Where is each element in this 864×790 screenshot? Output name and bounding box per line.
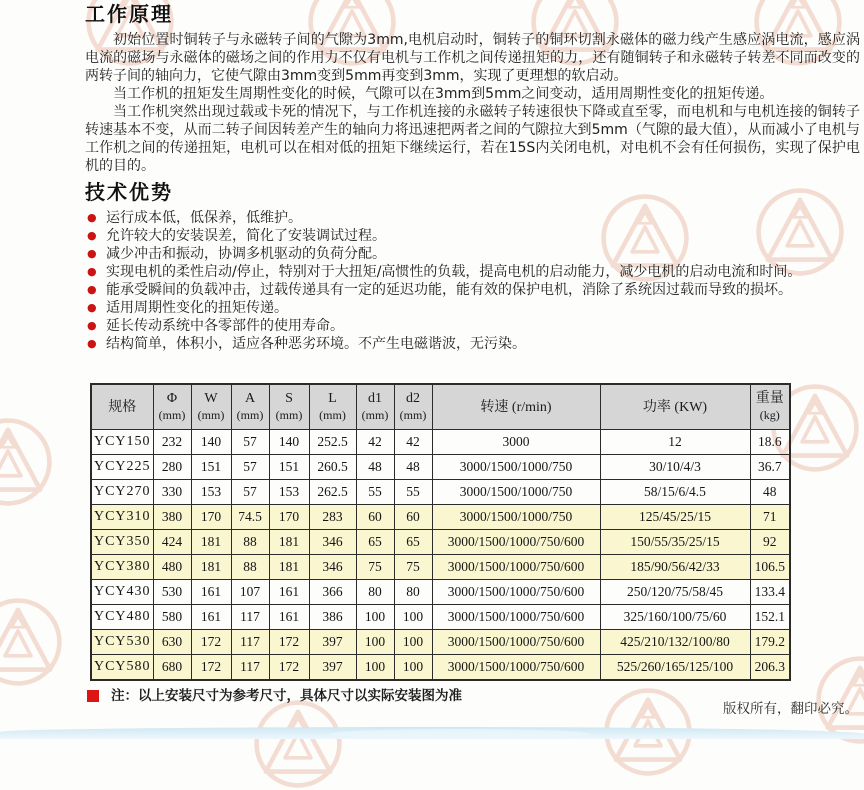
table-cell: 100 (356, 655, 394, 681)
advantage-item-text: 结构简单，体积小，适应各种恶劣环境。不产生电磁谐波，无污染。 (106, 336, 526, 352)
header-unit: (mm) (275, 408, 303, 422)
advantages-heading: 技术优势 (85, 180, 173, 204)
header-label: L (328, 391, 337, 406)
table-cell: 161 (191, 605, 231, 630)
table-cell: 181 (269, 530, 309, 555)
bottom-strip (0, 727, 864, 739)
table-cell: 55 (356, 480, 394, 505)
advantage-item (85, 281, 860, 299)
cell-model: YCY270 (91, 480, 153, 505)
table-cell: 330 (153, 480, 191, 505)
header-unit: (mm) (236, 408, 264, 422)
table-cell: 424 (153, 530, 191, 555)
table-cell: 151 (269, 455, 309, 480)
brand-watermark-icon (0, 416, 54, 508)
table-cell: 181 (191, 555, 231, 580)
table-cell: 580 (153, 605, 191, 630)
table-cell: 74.5 (231, 505, 269, 530)
table-header-cell (394, 384, 432, 430)
note (87, 688, 462, 705)
table-cell: 185/90/56/42/33 (600, 555, 750, 580)
table-cell: 283 (309, 505, 356, 530)
table-cell: 386 (309, 605, 356, 630)
main-content (85, 2, 860, 353)
table-cell: 57 (231, 455, 269, 480)
body-paragraph: 当工作机突然出现过载或卡死的情况下，与工作机连接的永磁转子转速很快下降或直至零，而电机和与电机连接的铜转子转速基本不变，从而二转子间因转差产生的轴向力将迅速把两者之间的气隙拉大到5mm（气隙的最大值），从而减小了电机与工作机之间的传递扭矩，电机可以在相对低的扭矩下继续运行，若在15S内关闭电机，对电机不会有任何损伤，实现了保护电机的目的。 (85, 104, 860, 174)
table-cell: 71 (750, 505, 790, 530)
table-cell: 55 (394, 480, 432, 505)
table-cell: 325/160/100/75/60 (600, 605, 750, 630)
table-cell: 172 (269, 655, 309, 681)
bullet-dot-icon: ● (87, 247, 97, 260)
table-header-cell (91, 384, 153, 430)
table-cell: 100 (394, 630, 432, 655)
table-cell: 100 (356, 630, 394, 655)
table-cell: 65 (356, 530, 394, 555)
table-cell: 100 (356, 605, 394, 630)
working-principle-heading: 工作原理 (85, 2, 173, 26)
table-cell: 172 (269, 630, 309, 655)
table-cell: 152.1 (750, 605, 790, 630)
table-row (91, 480, 790, 505)
cell-model: YCY430 (91, 580, 153, 605)
bullet-dot-icon: ● (87, 283, 97, 296)
table-cell: 280 (153, 455, 191, 480)
cell-model: YCY580 (91, 655, 153, 681)
working-principle-paragraphs (85, 31, 860, 175)
advantage-item (85, 299, 860, 317)
cell-model: YCY310 (91, 505, 153, 530)
table-cell: 75 (394, 555, 432, 580)
table-cell: 48 (750, 480, 790, 505)
table-cell: 530 (153, 580, 191, 605)
table-cell: 30/10/4/3 (600, 455, 750, 480)
table-cell: 18.6 (750, 430, 790, 455)
table-cell: 3000/1500/1000/750 (432, 480, 600, 505)
table-cell: 480 (153, 555, 191, 580)
table-cell: 153 (269, 480, 309, 505)
header-label: 规格 (108, 399, 137, 415)
table-cell: 170 (269, 505, 309, 530)
bullet-dot-icon: ● (87, 337, 97, 350)
table-cell: 36.7 (750, 455, 790, 480)
advantage-item-text: 适用周期性变化的扭矩传递。 (106, 300, 288, 316)
advantage-item (85, 335, 860, 353)
table-cell: 58/15/6/4.5 (600, 480, 750, 505)
cell-model: YCY150 (91, 430, 153, 455)
table-cell: 206.3 (750, 655, 790, 681)
advantage-item (85, 317, 860, 335)
table-cell: 42 (356, 430, 394, 455)
table-cell: 60 (356, 505, 394, 530)
table-cell: 161 (269, 605, 309, 630)
table-cell: 250/120/75/58/45 (600, 580, 750, 605)
table-header-cell (309, 384, 356, 430)
table-cell: 3000 (432, 430, 600, 455)
table-row (91, 655, 790, 681)
header-unit: (mm) (158, 408, 186, 422)
cell-model: YCY225 (91, 455, 153, 480)
table-cell: 100 (394, 605, 432, 630)
header-label: S (285, 391, 293, 406)
table-cell: 346 (309, 555, 356, 580)
table-cell: 80 (356, 580, 394, 605)
advantage-item-text: 实现电机的柔性启动/停止，特别对于大扭矩/高惯性的负载，提高电机的启动能力，减少电机的启动电流和时间。 (106, 264, 802, 280)
table-row (91, 455, 790, 480)
table-cell: 100 (394, 655, 432, 681)
table-cell: 3000/1500/1000/750 (432, 455, 600, 480)
bullet-dot-icon: ● (87, 211, 97, 224)
header-label: 功率 (KW) (642, 399, 708, 415)
table-cell: 80 (394, 580, 432, 605)
header-label: d2 (406, 391, 420, 406)
spec-table (90, 383, 791, 681)
table-cell: 3000/1500/1000/750/600 (432, 555, 600, 580)
header-label: W (204, 391, 218, 406)
header-unit: (mm) (361, 408, 389, 422)
table-cell: 380 (153, 505, 191, 530)
brand-watermark-icon (252, 698, 344, 790)
table-cell: 181 (269, 555, 309, 580)
table-cell: 630 (153, 630, 191, 655)
table-cell: 125/45/25/15 (600, 505, 750, 530)
table-header-cell (153, 384, 191, 430)
table-cell: 117 (231, 605, 269, 630)
table-row (91, 605, 790, 630)
body-paragraph: 初始位置时铜转子与永磁转子间的气隙为3mm,电机启动时，铜转子的铜环切割永磁体的磁力线产生感应涡电流，感应涡电流的磁场与永磁体的磁场之间的作用力不仅有电机与工作机之间传递扭矩的力，还有随铜转子和永磁转子转差不同而改变的两转子间的轴向力，它使气隙由3mm变到5mm再变到3mm，实现了更理想的软启动。 (85, 32, 860, 84)
table-row (91, 430, 790, 455)
table-cell: 179.2 (750, 630, 790, 655)
header-label: d1 (368, 391, 382, 406)
header-label: Φ (166, 391, 178, 406)
note-text: 注：以上安装尺寸为参考尺寸，具体尺寸以实际安装图为准 (111, 688, 462, 704)
table-header-cell (600, 384, 750, 430)
table-cell: 232 (153, 430, 191, 455)
table-cell: 3000/1500/1000/750/600 (432, 580, 600, 605)
table-cell: 42 (394, 430, 432, 455)
advantage-item-text: 能承受瞬间的负载冲击，过载传递具有一定的延迟功能，能有效的保护电机，消除了系统因过载而导致的损坏。 (106, 282, 792, 298)
table-cell: 60 (394, 505, 432, 530)
table-cell: 140 (269, 430, 309, 455)
advantage-item-text: 运行成本低，低保养，低维护。 (106, 210, 302, 226)
table-cell: 48 (394, 455, 432, 480)
table-cell: 170 (191, 505, 231, 530)
table-row (91, 630, 790, 655)
cell-model: YCY480 (91, 605, 153, 630)
table-cell: 57 (231, 430, 269, 455)
table-cell: 140 (191, 430, 231, 455)
note-square-icon (87, 690, 99, 702)
table-header-row (91, 384, 790, 430)
table-cell: 153 (191, 480, 231, 505)
table-cell: 151 (191, 455, 231, 480)
table-cell: 48 (356, 455, 394, 480)
cell-model: YCY350 (91, 530, 153, 555)
advantages-list (85, 209, 860, 353)
table-row (91, 580, 790, 605)
table-cell: 172 (191, 655, 231, 681)
header-label: 转速 (r/min) (480, 399, 552, 415)
table-cell: 107 (231, 580, 269, 605)
body-paragraph: 当工作机的扭矩发生周期性变化的时候，气隙可以在3mm到5mm之间变动，适用周期性变化的扭矩传递。 (113, 86, 774, 102)
table-row (91, 505, 790, 530)
table-cell: 12 (600, 430, 750, 455)
table-cell: 3000/1500/1000/750/600 (432, 630, 600, 655)
table-header-cell (269, 384, 309, 430)
table-cell: 366 (309, 580, 356, 605)
table-cell: 525/260/165/125/100 (600, 655, 750, 681)
table-header-cell (432, 384, 600, 430)
table-body (91, 430, 790, 681)
bullet-dot-icon: ● (87, 229, 97, 242)
table-cell: 262.5 (309, 480, 356, 505)
table-cell: 161 (269, 580, 309, 605)
header-unit: (mm) (319, 408, 346, 422)
header-unit: (mm) (197, 408, 225, 422)
table-cell: 3000/1500/1000/750/600 (432, 530, 600, 555)
table-cell: 65 (394, 530, 432, 555)
table-cell: 117 (231, 630, 269, 655)
table-cell: 88 (231, 555, 269, 580)
bullet-dot-icon: ● (87, 319, 97, 332)
advantage-item-text: 允许较大的安装误差，简化了安装调试过程。 (106, 228, 386, 244)
advantage-item (85, 263, 860, 281)
advantage-item-text: 延长传动系统中各零部件的使用寿命。 (106, 318, 344, 334)
table-cell: 75 (356, 555, 394, 580)
table-cell: 3000/1500/1000/750 (432, 505, 600, 530)
table-cell: 133.4 (750, 580, 790, 605)
table-header-cell (191, 384, 231, 430)
table-cell: 425/210/132/100/80 (600, 630, 750, 655)
bullet-dot-icon: ● (87, 265, 97, 278)
table-cell: 92 (750, 530, 790, 555)
bullet-dot-icon: ● (87, 301, 97, 314)
brand-watermark-icon (0, 596, 64, 688)
table-cell: 57 (231, 480, 269, 505)
table-cell: 397 (309, 630, 356, 655)
advantage-item (85, 209, 860, 227)
cell-model: YCY530 (91, 630, 153, 655)
table-cell: 346 (309, 530, 356, 555)
header-label: 重量 (755, 391, 784, 406)
header-unit: (kg) (759, 408, 780, 422)
table-row (91, 530, 790, 555)
bottom-strip-highlight (330, 729, 590, 739)
copyright-text: 版权所有，翻印必究。 (723, 701, 858, 717)
advantage-item (85, 227, 860, 245)
table-header-cell (356, 384, 394, 430)
table-cell: 161 (191, 580, 231, 605)
table-header-cell (750, 384, 790, 430)
cell-model: YCY380 (91, 555, 153, 580)
table-cell: 680 (153, 655, 191, 681)
advantage-item-text: 减少冲击和振动，协调多机驱动的负荷分配。 (106, 246, 386, 262)
table-cell: 172 (191, 630, 231, 655)
advantage-item (85, 245, 860, 263)
table-cell: 181 (191, 530, 231, 555)
table-cell: 3000/1500/1000/750/600 (432, 605, 600, 630)
table-row (91, 555, 790, 580)
table-cell: 260.5 (309, 455, 356, 480)
header-label: A (244, 391, 256, 406)
table-cell: 106.5 (750, 555, 790, 580)
table-cell: 88 (231, 530, 269, 555)
table-cell: 117 (231, 655, 269, 681)
table-cell: 252.5 (309, 430, 356, 455)
header-unit: (mm) (399, 408, 427, 422)
table-header-cell (231, 384, 269, 430)
table-cell: 397 (309, 655, 356, 681)
table-cell: 3000/1500/1000/750/600 (432, 655, 600, 681)
table-cell: 150/55/35/25/15 (600, 530, 750, 555)
